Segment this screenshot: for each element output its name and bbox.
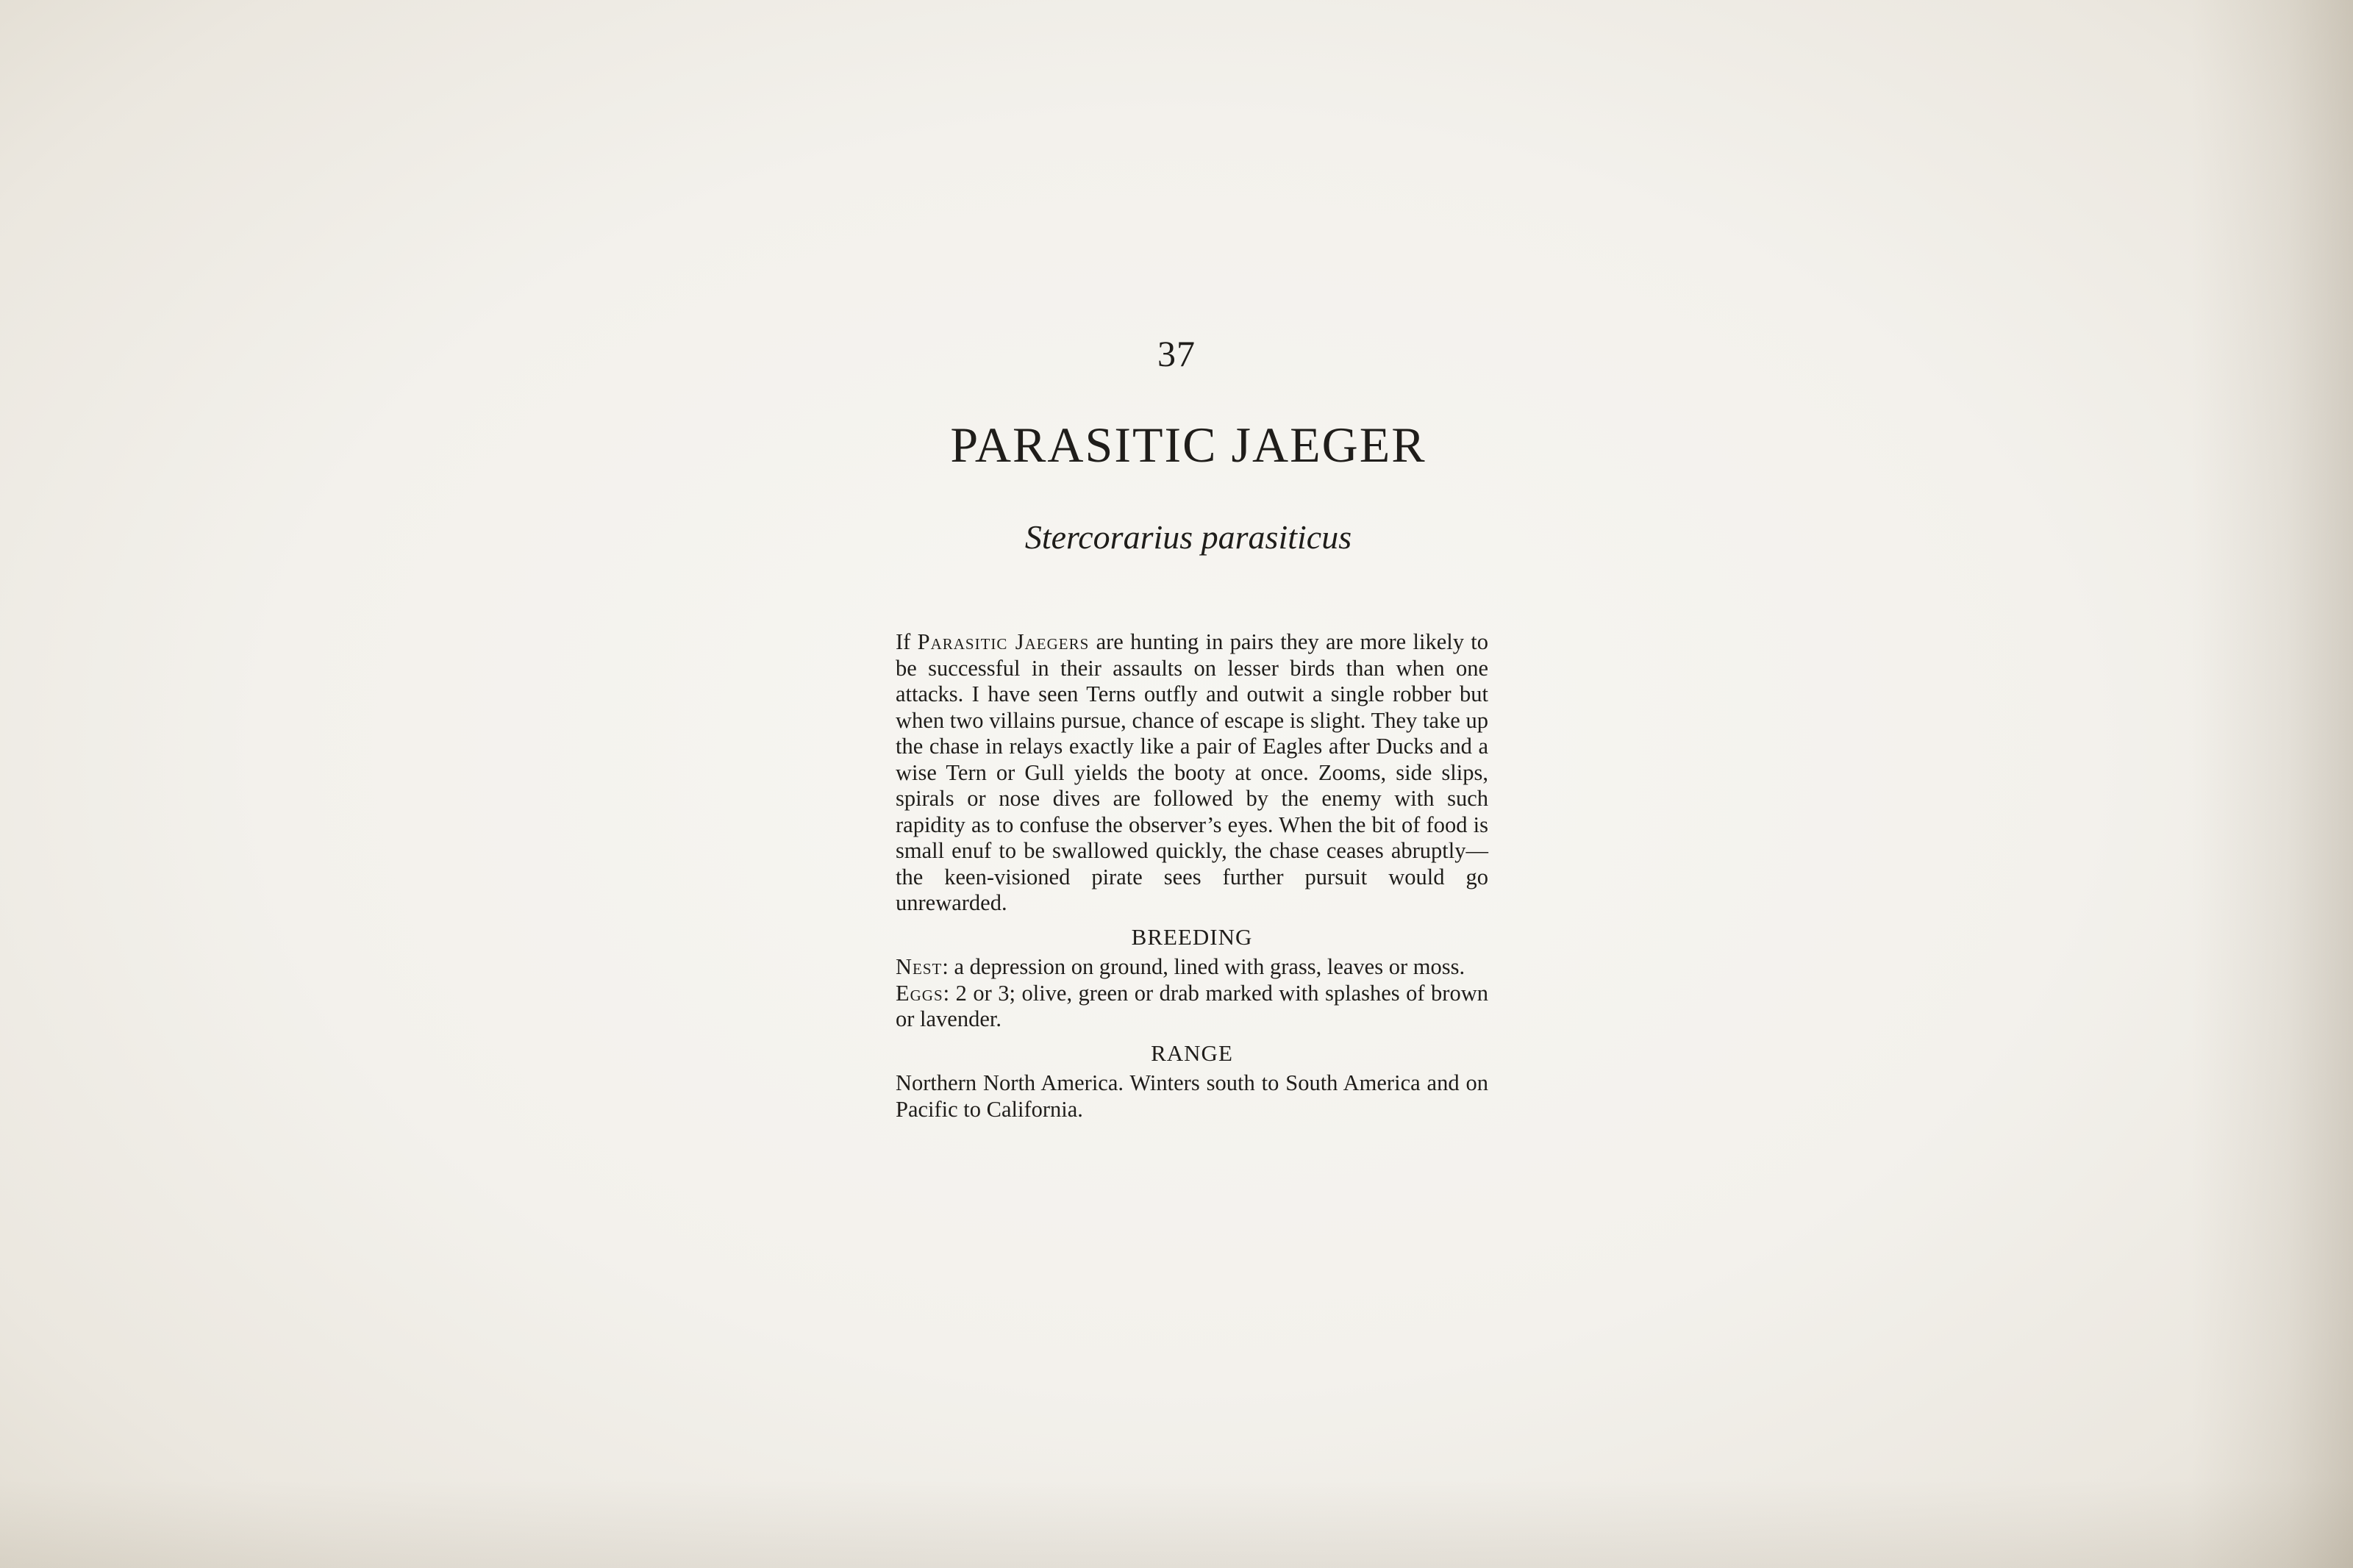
page-edge-shadow [2191, 0, 2353, 1568]
range-text: Northern North America. Winters south to South America and on Pacific to California. [896, 1070, 1488, 1122]
page-bottom-shadow [0, 1480, 2353, 1568]
description-lead: If [896, 629, 918, 654]
species-title: PARASITIC JAEGER [950, 417, 1427, 473]
eggs-label: Eggs [896, 980, 943, 1006]
eggs-text: : 2 or 3; olive, green or drab marked with splashes of brown or lavender. [896, 980, 1488, 1031]
species-name-smallcaps: Parasitic Jaegers [917, 629, 1090, 654]
range-heading: RANGE [1151, 1039, 1233, 1066]
eggs-entry [896, 981, 1488, 1033]
scientific-name: Stercorarius parasiticus [1024, 518, 1352, 556]
breeding-heading: BREEDING [1131, 923, 1253, 950]
description-body: are hunting in pairs they are more likely to be successful in their assaults on lesser birds than when one attacks. I have seen Terns outfly and outwit a single robber but when two villains pursue, chance of escape is slight. They take up the chase in relays exactly like a pair of Eagles after Ducks and a wise Tern or Gull yields the booty at once. Zooms, side slips, spirals or nose dives are followed by the enemy with such rapidity as to confuse the observer’s eyes. When the bit of food is small enuf to be swallowed quickly, the chase ceases abruptly—the keen-visioned pirate sees further pursuit would go unrewarded. [896, 629, 1488, 915]
description-paragraph [896, 629, 1488, 917]
species-text-block [896, 629, 1488, 1123]
nest-label: Nest [896, 954, 943, 979]
plate-number: 37 [1157, 333, 1196, 374]
nest-text: : a depression on ground, lined with grass, leaves or moss. [942, 954, 1465, 979]
nest-entry [896, 954, 1488, 981]
